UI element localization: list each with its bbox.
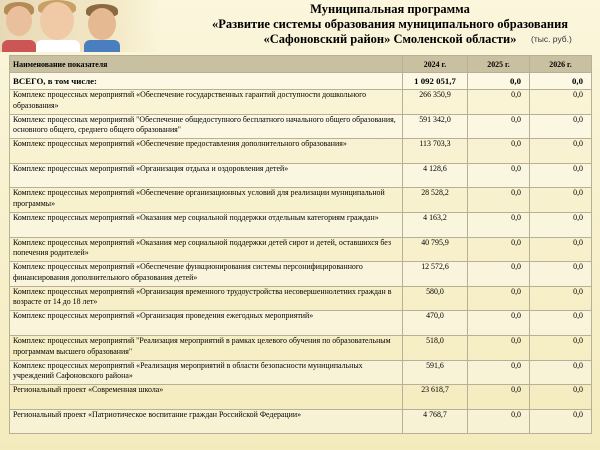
table-row [10,360,592,385]
table-row [10,262,592,287]
title-line-1: Муниципальная программа [310,2,470,16]
column-header-2026: 2026 г. [530,56,592,73]
row-value-2026: 0,0 [530,237,592,262]
row-value-2026: 0,0 [530,286,592,311]
table-row [10,409,592,434]
row-value-2024: 4 128,6 [403,163,468,188]
row-value-2024: 28 528,2 [403,188,468,213]
row-value-2025: 0,0 [468,335,530,360]
table-row [10,237,592,262]
row-value-2024: 580,0 [403,286,468,311]
row-name: Комплекс процессных мероприятий «Организация проведения ежегодных мероприятий» [10,311,403,336]
total-2024: 1 092 051,7 [403,73,468,90]
row-name: Комплекс процессных мероприятий "Реализация мероприятий в рамках целевого обучения по образовательным программам высшего образования" [10,335,403,360]
row-value-2024: 518,0 [403,335,468,360]
row-value-2024: 4 768,7 [403,409,468,434]
row-value-2024: 591 342,0 [403,114,468,139]
row-name: Комплекс процессных мероприятий «Оказания мер социальной поддержки детей сирот и детей, оставшихся без попечения родителей» [10,237,403,262]
budget-table [9,55,592,434]
total-2025: 0,0 [468,73,530,90]
row-value-2026: 0,0 [530,385,592,410]
row-value-2025: 0,0 [468,286,530,311]
row-value-2026: 0,0 [530,212,592,237]
row-value-2025: 0,0 [468,311,530,336]
table-row [10,335,592,360]
row-name: Комплекс процессных мероприятий «Обеспечение функционирования системы персонифицированного финансирования дополнительного образования детей» [10,262,403,287]
row-value-2025: 0,0 [468,360,530,385]
row-value-2026: 0,0 [530,262,592,287]
row-value-2025: 0,0 [468,139,530,164]
row-name: Комплекс процессных мероприятий «Обеспечение предоставления дополнительного образования» [10,139,403,164]
table-header-row [10,56,592,73]
table-row [10,163,592,188]
row-name: Региональный проект «Патриотическое воспитание граждан Российской Федерации» [10,409,403,434]
page-title [190,2,590,47]
total-label: ВСЕГО, в том числе: [10,73,403,90]
row-value-2025: 0,0 [468,385,530,410]
row-value-2024: 113 703,3 [403,139,468,164]
row-value-2025: 0,0 [468,188,530,213]
row-value-2026: 0,0 [530,335,592,360]
table-row [10,311,592,336]
row-value-2026: 0,0 [530,360,592,385]
row-value-2024: 266 350,9 [403,90,468,115]
total-row [10,73,592,90]
table-row [10,385,592,410]
units-label: (тыс. руб.) [531,34,572,44]
row-value-2024: 40 795,9 [403,237,468,262]
row-value-2026: 0,0 [530,409,592,434]
row-name: Комплекс процессных мероприятий «Оказания мер социальной поддержки отдельным категориям граждан» [10,212,403,237]
row-value-2026: 0,0 [530,114,592,139]
children-photo [0,0,160,52]
row-value-2024: 591,6 [403,360,468,385]
table-row [10,188,592,213]
title-line-2: «Развитие системы образования муниципального образования [211,17,569,31]
table-row [10,114,592,139]
row-value-2024: 470,0 [403,311,468,336]
row-value-2025: 0,0 [468,409,530,434]
row-value-2025: 0,0 [468,163,530,188]
total-2026: 0,0 [530,73,592,90]
row-value-2025: 0,0 [468,114,530,139]
row-value-2024: 23 618,7 [403,385,468,410]
row-name: Региональный проект «Современная школа» [10,385,403,410]
row-value-2024: 12 572,6 [403,262,468,287]
row-value-2026: 0,0 [530,188,592,213]
row-value-2025: 0,0 [468,262,530,287]
row-name: Комплекс процессных мероприятий «Обеспечение организационных условий для реализации муниципальной программы» [10,188,403,213]
row-value-2025: 0,0 [468,212,530,237]
title-line-3: «Сафоновский район» Смоленской области» [263,32,517,46]
table-row [10,212,592,237]
row-value-2026: 0,0 [530,311,592,336]
column-header-2024: 2024 г. [403,56,468,73]
column-header-2025: 2025 г. [468,56,530,73]
row-name: Комплекс процессных мероприятий «Организация временного трудоустройства несовершеннолетних граждан в возрасте от 14 до 18 лет» [10,286,403,311]
row-name: Комплекс процессных мероприятий «Реализация мероприятий в области безопасности муниципальных учреждений Сафоновского района» [10,360,403,385]
row-value-2026: 0,0 [530,90,592,115]
row-value-2024: 4 163,2 [403,212,468,237]
column-header-name: Наименование показателя [10,56,403,73]
row-value-2025: 0,0 [468,237,530,262]
row-value-2026: 0,0 [530,163,592,188]
row-value-2026: 0,0 [530,139,592,164]
row-name: Комплекс процессных мероприятий «Организация отдыха и оздоровления детей» [10,163,403,188]
table-row [10,139,592,164]
row-name: Комплекс процессных мероприятий "Обеспечение общедоступного бесплатного начального общего образования, основного общего, среднего общего образования" [10,114,403,139]
row-value-2025: 0,0 [468,90,530,115]
row-name: Комплекс процессных мероприятий «Обеспечение государственных гарантий доступности дошкольного образования» [10,90,403,115]
table-row [10,90,592,115]
table-row [10,286,592,311]
